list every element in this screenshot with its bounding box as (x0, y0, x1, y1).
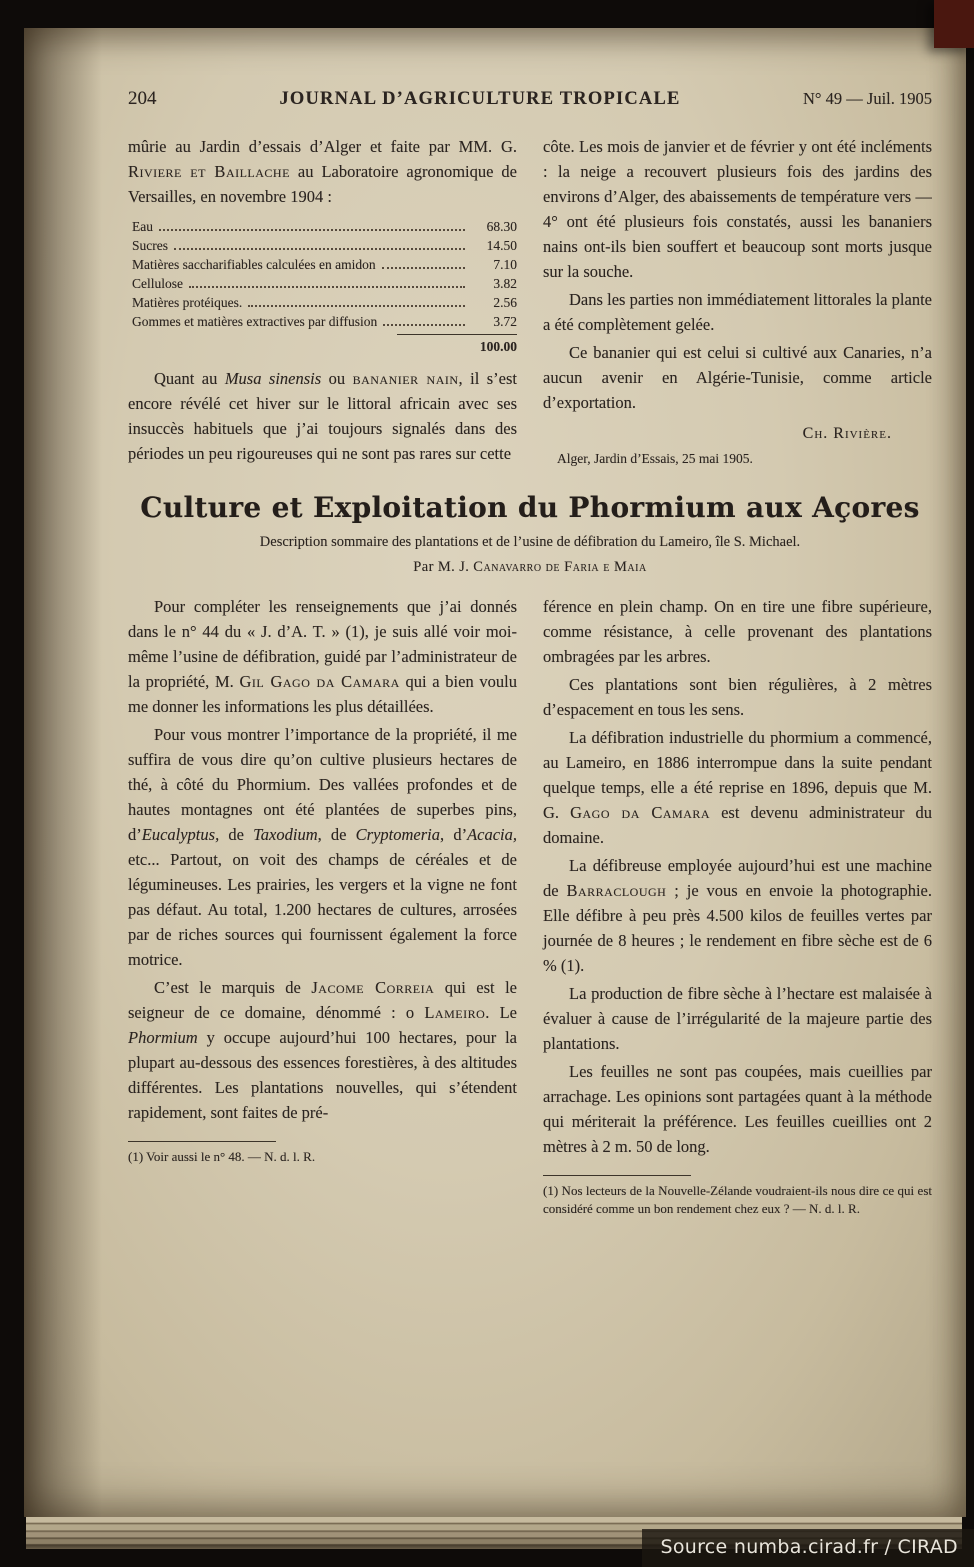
table-row (132, 274, 517, 293)
footnote: (1) Voir aussi le n° 48. — N. d. l. R. (128, 1141, 517, 1166)
paragraph: Quant au Musa sinensis ou bananier nain, il s’est encore révélé cet hiver sur le littoral africain avec ses insuccès habituels que j’ai toujours signalés dans des périodes un peu rigoureuses qui ne sont pas rares sur cette (128, 369, 517, 463)
table-row (132, 255, 517, 274)
dot-leader (189, 286, 465, 288)
table-total-row (132, 334, 517, 356)
paragraph: C’est le marquis de Jacome Correia qui est le seigneur de ce domaine, dénommé : o Lameiro. Le Phormium y occupe aujourd’hui 100 hectares, pour la plupart au-dessous des essences forestières, à des altitudes différentes. Les plantations nouvelles, qui s’étendent rapidement, sont faites de pré- (128, 978, 517, 1122)
article-subtitle: Description sommaire des plantations et de l’usine de défibration du Lameiro, île S. Michael. (259, 534, 801, 550)
article-body-section (128, 594, 932, 1218)
paragraph: férence en plein champ. On en tire une fibre supérieure, comme résistance, à celle provenant des plantations ombragées par les arbres. (543, 597, 932, 666)
right-column (543, 134, 932, 469)
dot-leader (248, 305, 465, 307)
table-label: Matières saccharifiables calculées en amidon (132, 257, 376, 272)
source-watermark: Source numba.cirad.fr / CIRAD (642, 1529, 974, 1567)
analysis-table (132, 217, 517, 356)
article-right-column (543, 594, 932, 1218)
table-value: 68.30 (486, 219, 517, 234)
dot-leader (174, 248, 465, 250)
table-row (132, 236, 517, 255)
table-value: 14.50 (486, 238, 517, 253)
dot-leader (159, 229, 465, 231)
paragraph: côte. Les mois de janvier et de février y ont été incléments : la neige a recouvert plusieurs fois des jardins des environs d’Alger, des abaissements de température vers — 4° ont été plusieurs fois constatés, aussi les bananiers nains ont-ils bien souffert et beaucoup sont morts jusque sur la souche. (543, 137, 932, 281)
page-header (128, 88, 932, 110)
table-value: 7.10 (493, 257, 517, 272)
table-label: Matières protéiques. (132, 295, 243, 310)
page-number: 204 (128, 88, 157, 109)
paragraph: La défibreuse employée aujourd’hui est une machine de Barraclough ; je vous en envoie la photographie. Elle défibre à peu près 4.500 kilos de feuilles vertes par journée de 8 heures ; le rendement en fibre sèche est de 6 % (1). (543, 856, 932, 975)
table-label: Sucres (132, 238, 168, 253)
table-label: Gommes et matières extractives par diffusion (132, 314, 378, 329)
dateline: Alger, Jardin d’Essais, 25 mai 1905. (557, 451, 753, 466)
article-byline: Par M. J. Canavarro de Faria e Maia (413, 559, 647, 575)
paragraph: La défibration industrielle du phormium a commencé, au Lameiro, en 1886 interrompue dans la suite pendant quelque temps, elle a été reprise en 1896, depuis que M. G. Gago da Camara est devenu administrateur du domaine. (543, 728, 932, 847)
paragraph: Ce bananier qui est celui si cultivé aux Canaries, n’a aucun avenir en Algérie-Tunisie, comme article d’exportation. (543, 343, 932, 412)
table-value: 2.56 (493, 295, 517, 310)
paragraph: Dans les parties non immédiatement littorales la plante a été complètement gelée. (543, 290, 932, 334)
table-value: 3.72 (493, 314, 517, 329)
paragraph: Les feuilles ne sont pas coupées, mais cueillies par arrachage. Les opinions sont partagées quant à la méthode qui mériterait la préférence. Les feuilles cueillies ont 2 mètres à 2 m. 50 de long. (543, 1062, 932, 1156)
table-label: Eau (132, 219, 153, 234)
dot-leader (383, 324, 465, 326)
journal-title: JOURNAL D’AGRICULTURE TROPICALE (279, 89, 681, 109)
paragraph: Pour vous montrer l’importance de la propriété, il me suffira de vous dire qu’on cultive plusieurs hectares de thé, à côté du Phormium. Des vallées profondes et de hautes montagnes ont été plantées de superbes pins, d’Eucalyptus, de Taxodium, de Cryptomeria, d’Acacia, etc... Partout, on voit des champs de céréales et de légumineuses. Les prairies, les vergers et la vigne ne font pas défaut. Au total, 1.200 hectares de cultures, arrosées par de riches sources qui fournissent également la force motrice. (128, 725, 517, 969)
paragraph: La production de fibre sèche à l’hectare est malaisée à évaluer à cause de l’irrégularité de la majeure partie des plantations. (543, 984, 932, 1053)
table-row (132, 293, 517, 312)
article-left-column (128, 594, 517, 1218)
issue-info: N° 49 — Juil. 1905 (803, 89, 932, 108)
author-signature: Ch. Rivière. (802, 425, 892, 442)
paper-page (24, 28, 966, 1517)
left-column (128, 134, 517, 469)
page-content (128, 88, 932, 1503)
table-row (132, 217, 517, 236)
previous-article-section (128, 134, 932, 469)
table-value: 3.82 (493, 276, 517, 291)
table-total-value: 100.00 (397, 334, 517, 356)
book-spine-corner (934, 0, 974, 48)
footnote: (1) Nos lecteurs de la Nouvelle-Zélande voudraient-ils nous dire ce qui est considéré comme un bon rendement chez eux ? — N. d. l. R. (543, 1175, 932, 1218)
paragraph: Pour compléter les renseignements que j’ai donnés dans le n° 44 du « J. d’A. T. » (1), je suis allé voir moi-même l’usine de défibration, guidé par l’administrateur de la propriété, M. Gil Gago da Camara qui a bien voulu me donner les informations les plus détaillées. (128, 597, 517, 716)
table-row (132, 312, 517, 331)
paragraph: Ces plantations sont bien régulières, à 2 mètres d’espacement en tous les sens. (543, 675, 932, 719)
article-title: Culture et Exploitation du Phormium aux Açores (140, 491, 920, 524)
dot-leader (382, 267, 465, 269)
paragraph: mûrie au Jardin d’essais d’Alger et faite par MM. G. Riviere et Baillache au Laboratoire agronomique de Versailles, en novembre 1904 : (128, 137, 517, 206)
table-label: Cellulose (132, 276, 183, 291)
